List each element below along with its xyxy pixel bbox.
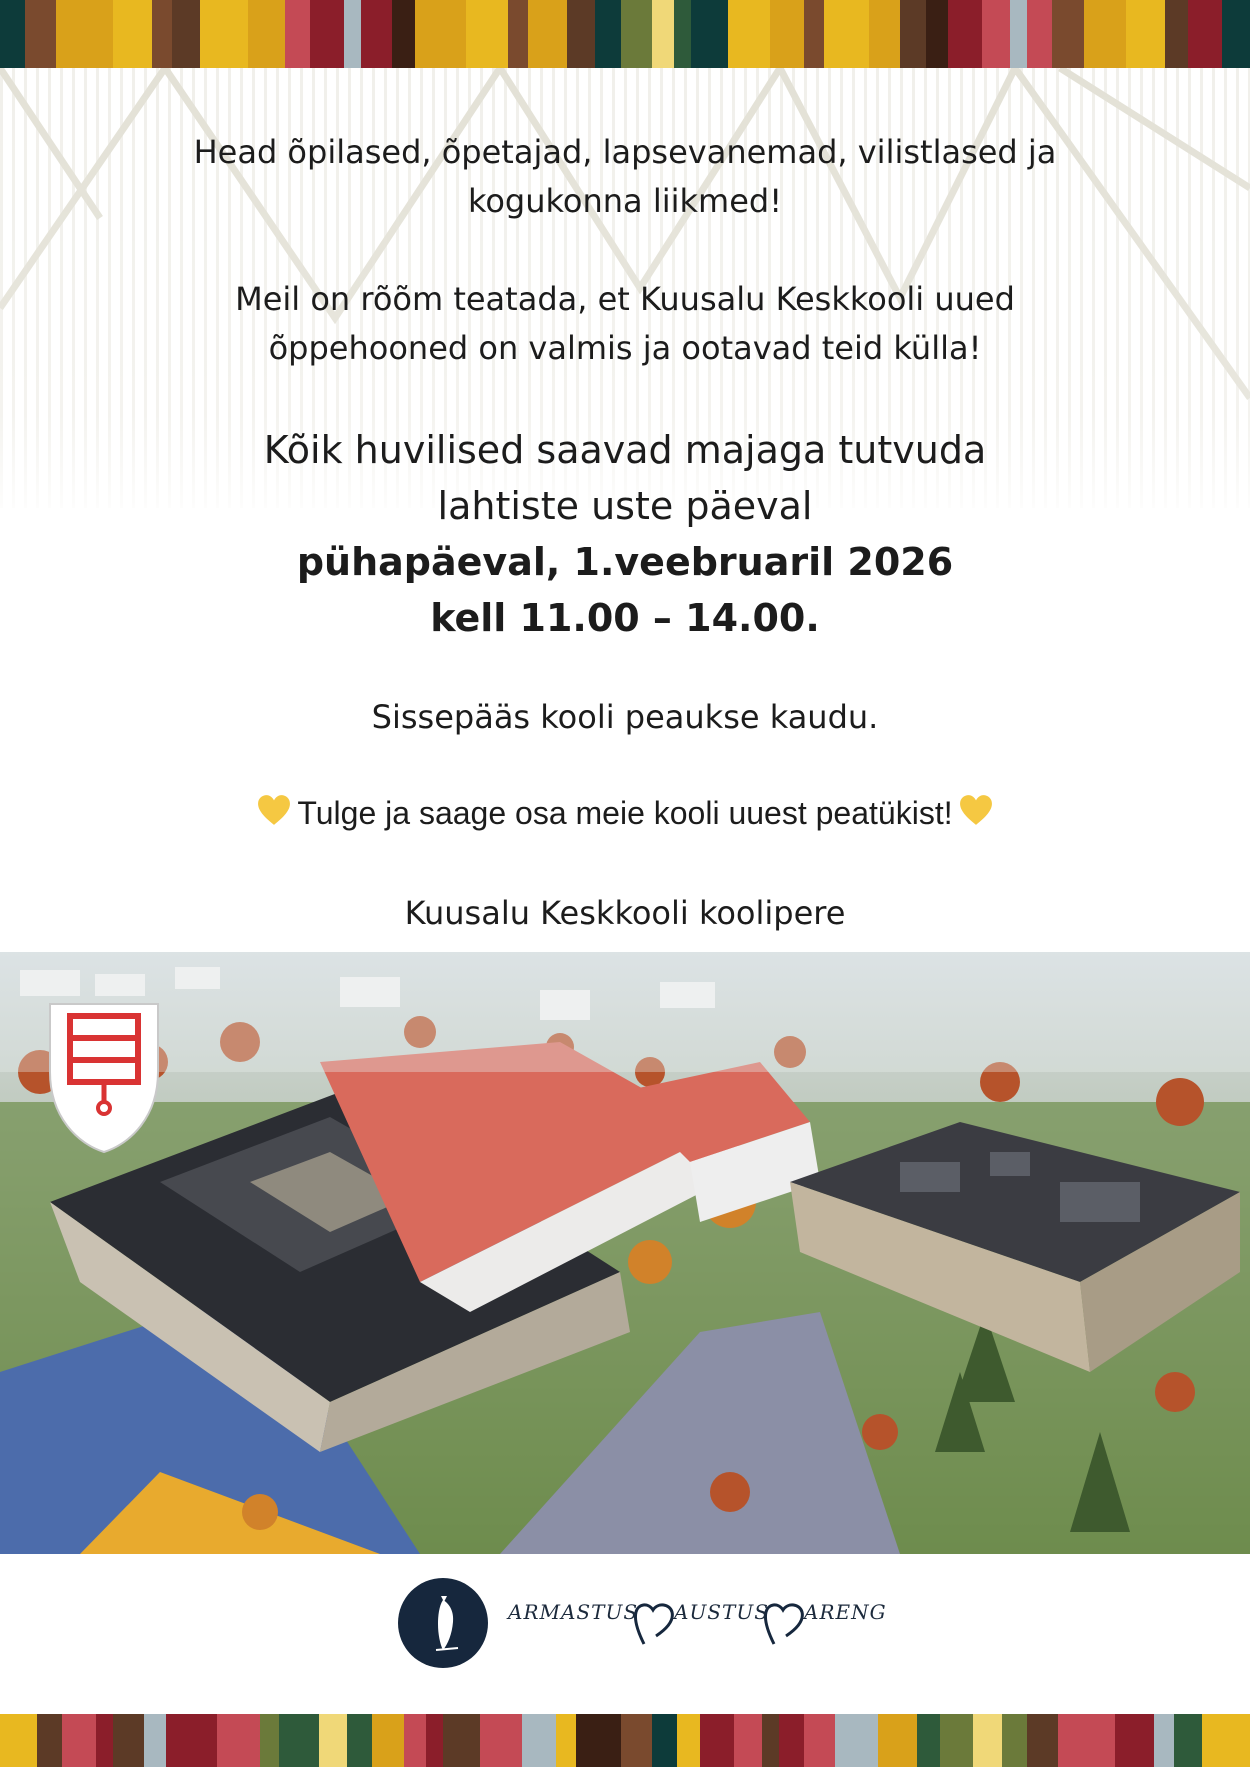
stripe-band [1002, 1714, 1027, 1767]
stripe-band [869, 0, 900, 68]
stripe-band [734, 1714, 762, 1767]
signature: Kuusalu Keskkooli koolipere [404, 894, 846, 932]
stripe-band [691, 0, 728, 68]
stripe-band [144, 1714, 167, 1767]
top-decorative-stripe [0, 0, 1250, 68]
stripe-band [25, 0, 56, 68]
stripe-band [392, 0, 415, 68]
stripe-band [260, 1714, 280, 1767]
stripe-band [404, 1714, 427, 1767]
event-time: kell 11.00 – 14.00. [430, 596, 820, 640]
stripe-band [62, 1714, 96, 1767]
stripe-band [37, 1714, 62, 1767]
stripe-band [1202, 1714, 1250, 1767]
stripe-band [200, 0, 248, 68]
stripe-band [677, 1714, 700, 1767]
stripe-band [652, 1714, 677, 1767]
stripe-band [804, 1714, 835, 1767]
stripe-band [166, 1714, 217, 1767]
greeting-line-2: kogukonna liikmed! [467, 182, 783, 220]
stripe-band [917, 1714, 940, 1767]
stripe-band [556, 1714, 576, 1767]
stripe-band [480, 1714, 522, 1767]
stripe-band [443, 1714, 480, 1767]
stripe-band [466, 0, 508, 68]
stripe-band [285, 0, 310, 68]
stripe-band [1188, 0, 1222, 68]
stripe-band [762, 1714, 779, 1767]
entrance-note: Sissepääs kooli peaukse kaudu. [371, 698, 879, 736]
stripe-band [361, 0, 392, 68]
stripe-band [652, 0, 675, 68]
stripe-band [522, 1714, 556, 1767]
motto-word-growth: ARENG [804, 1600, 887, 1624]
heart-outline-icon [632, 1600, 676, 1648]
invite-line-1: Kõik huvilised saavad majaga tutvuda [263, 428, 987, 472]
stripe-band [621, 0, 652, 68]
stripe-band [372, 1714, 403, 1767]
stripe-band [279, 1714, 319, 1767]
announcement-line-2: õppehooned on valmis ja ootavad teid külla! [268, 329, 982, 367]
footer [0, 1578, 1250, 1674]
stripe-band [347, 1714, 372, 1767]
greeting-paragraph [0, 128, 1250, 226]
event-date: pühapäeval, 1.veebruaril 2026 [296, 540, 954, 584]
stripe-band [948, 0, 982, 68]
stripe-band [779, 1714, 804, 1767]
stripe-band [415, 0, 466, 68]
bottom-decorative-stripe [0, 1714, 1250, 1767]
stripe-band [528, 0, 568, 68]
stripe-band [344, 0, 361, 68]
stripe-band [728, 0, 770, 68]
announcement-paragraph [0, 275, 1250, 373]
stripe-band [508, 0, 528, 68]
stripe-band [56, 0, 112, 68]
open-day-paragraph [0, 422, 1250, 646]
stripe-band [0, 1714, 37, 1767]
stripe-band [576, 1714, 621, 1767]
owl-icon [398, 1578, 488, 1668]
stripe-band [1115, 1714, 1155, 1767]
stripe-band [310, 0, 344, 68]
stripe-band [1010, 0, 1027, 68]
stripe-band [113, 0, 153, 68]
stripe-band [319, 1714, 347, 1767]
stripe-band [824, 0, 869, 68]
stripe-band [1052, 0, 1083, 68]
stripe-band [1027, 1714, 1058, 1767]
stripe-band [900, 0, 925, 68]
stripe-band [878, 1714, 918, 1767]
call-to-action [0, 788, 1250, 838]
stripe-band [426, 1714, 443, 1767]
stripe-band [567, 0, 595, 68]
stripe-band [770, 0, 804, 68]
stripe-band [172, 0, 200, 68]
stripe-band [804, 0, 824, 68]
invite-line-2: lahtiste uste päeval [437, 484, 813, 528]
stripe-band [621, 1714, 652, 1767]
call-to-action-text: Tulge ja saage osa meie kooli uuest peatükist! [297, 795, 953, 831]
motto-word-respect: AUSTUS [674, 1600, 769, 1624]
stripe-band [1174, 1714, 1202, 1767]
greeting-line-1: Head õpilased, õpetajad, lapsevanemad, vilistlased ja [193, 133, 1057, 171]
stripe-band [835, 1714, 877, 1767]
stripe-band [217, 1714, 259, 1767]
stripe-band [674, 0, 691, 68]
stripe-band [0, 0, 25, 68]
stripe-band [595, 0, 620, 68]
stripe-band [1027, 0, 1052, 68]
motto-word-love: ARMASTUS [508, 1600, 639, 1624]
stripe-band [113, 1714, 144, 1767]
stripe-band [152, 0, 172, 68]
stripe-band [700, 1714, 734, 1767]
stripe-band [926, 0, 949, 68]
yellow-heart-icon [257, 794, 291, 828]
stripe-band [1058, 1714, 1114, 1767]
school-building-rendering [0, 952, 1250, 1554]
stripe-band [982, 0, 1010, 68]
yellow-heart-icon [959, 794, 993, 828]
stripe-band [1084, 0, 1126, 68]
stripe-band [1222, 0, 1250, 68]
stripe-band [973, 1714, 1001, 1767]
stripe-band [248, 0, 285, 68]
stripe-band [1154, 1714, 1174, 1767]
stripe-band [1165, 0, 1188, 68]
stripe-band [940, 1714, 974, 1767]
announcement-line-1: Meil on rõõm teatada, et Kuusalu Keskkooli uued [235, 280, 1015, 318]
stripe-band [96, 1714, 113, 1767]
stripe-band [1126, 0, 1166, 68]
